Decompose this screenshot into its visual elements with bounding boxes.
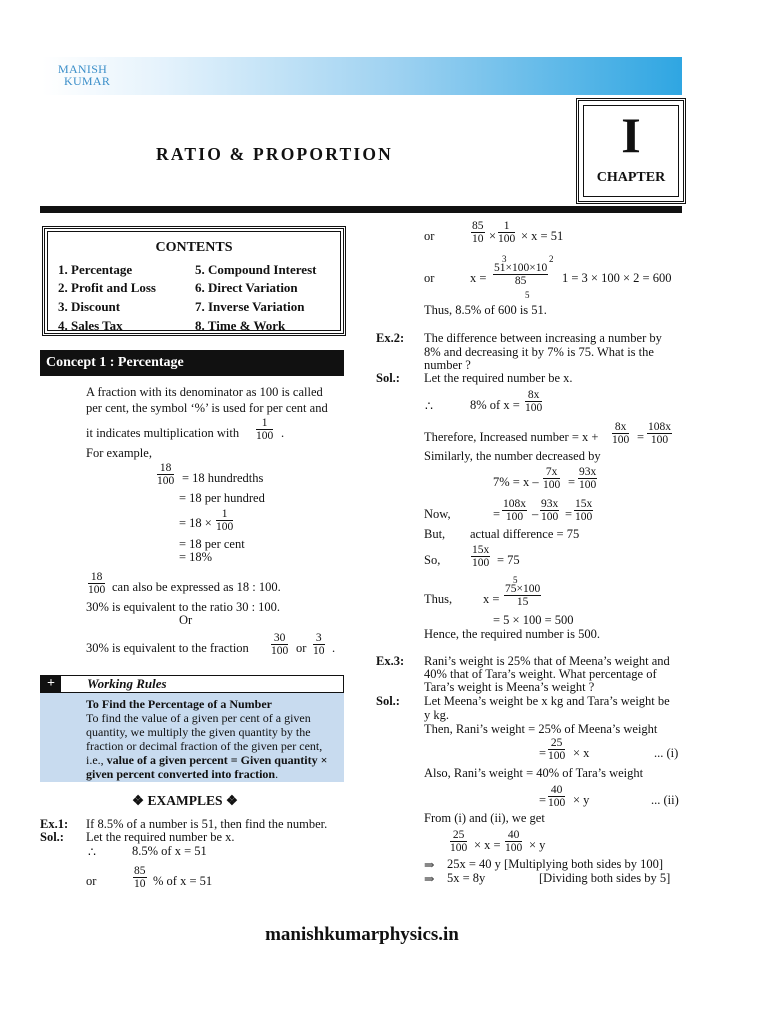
fraction: $\frac{51\times 100\times 10}{85}$ xyxy=(494,262,548,287)
concept-text: can also be expressed as 18 : 100. xyxy=(112,580,281,594)
working-rules-title: Working Rules xyxy=(87,676,167,691)
implies-icon: ⇒ xyxy=(424,858,435,872)
solution-text: = 5 × 100 = 500 xyxy=(493,613,574,627)
fraction: $\frac{30}{100}$ xyxy=(271,632,289,657)
solution-text: So, xyxy=(424,553,441,567)
fraction: $\frac{85}{10}$ xyxy=(472,220,484,245)
solution-text: x = xyxy=(483,592,500,606)
solution-text: or xyxy=(424,229,435,243)
solution-text: % of x = 51 xyxy=(153,874,213,888)
solution-text: 5x = 8y xyxy=(447,871,486,885)
solution-text: or xyxy=(86,874,97,888)
concept-text: For example, xyxy=(86,446,152,460)
concept-text: = 18 per hundred xyxy=(179,491,265,505)
solution-text: 8% of x = xyxy=(470,398,520,412)
example-text: Tara’s weight is Meena’s weight ? xyxy=(424,680,595,694)
concept-text: Or xyxy=(179,613,193,627)
fraction: $\frac{18}{100}$ xyxy=(157,462,175,487)
solution-label: Sol.: xyxy=(40,830,64,844)
rule-text: fraction or decimal fraction of the given per cent, xyxy=(86,739,323,753)
contents-item[interactable]: 6. Direct Variation xyxy=(195,280,298,295)
solution-text: × x xyxy=(573,746,590,760)
solution-text: Similarly, the number decreased by xyxy=(424,449,601,463)
solution-text: = 75 xyxy=(497,553,520,567)
fraction: $\frac{7x}{100}$ xyxy=(543,466,561,491)
fraction: $\frac{15x}{100}$ xyxy=(472,544,490,569)
operator: = xyxy=(539,793,547,807)
contents-item[interactable]: 2. Profit and Loss xyxy=(58,280,156,295)
chapter-badge xyxy=(576,98,686,204)
solution-text: or xyxy=(424,271,435,285)
fraction: $\frac{40}{100}$ xyxy=(505,829,523,854)
contents-heading: CONTENTS xyxy=(155,240,233,255)
header-rule xyxy=(40,206,682,213)
operator: = xyxy=(539,746,547,760)
working-rules-box xyxy=(40,693,344,782)
rule-text: quantity, we multiply the given quantity by the xyxy=(86,725,311,739)
solution-text: Let Meena’s weight be x kg and Tara’s weight be xyxy=(424,694,670,708)
concept-text: = 18 per cent xyxy=(179,537,245,551)
fraction: $\frac{1}{100}$ xyxy=(498,220,516,245)
concept-text: 30% is equivalent to the fraction xyxy=(86,641,249,655)
chapter-label: CHAPTER xyxy=(596,170,666,185)
solution-text: Also, Rani’s weight = 40% of Tara’s weight xyxy=(424,766,644,780)
fraction: $\frac{108x}{100}$ xyxy=(648,421,671,446)
cancel-mark: 3 xyxy=(502,254,507,264)
equation-tag: ... (ii) xyxy=(651,793,679,807)
solution-text: 7% = x – xyxy=(493,475,539,489)
therefore-symbol: ∴ xyxy=(88,845,96,859)
working-rules-bar xyxy=(40,675,344,693)
example-text: 40% that of Tara’s weight. What percentage of xyxy=(424,667,657,681)
fraction: $\frac{108x}{100}$ xyxy=(503,498,526,523)
fraction: $\frac{1}{100}$ xyxy=(216,508,234,533)
contents-item[interactable]: 4. Sales Tax xyxy=(58,318,123,333)
solution-text: But, xyxy=(424,527,446,541)
fraction: $\frac{85}{10}$ xyxy=(134,865,146,890)
fraction: $\frac{40}{100}$ xyxy=(548,784,566,809)
example-text: The difference between increasing a number by xyxy=(424,331,662,345)
concept-text: 30% is equivalent to the ratio 30 : 100. xyxy=(86,600,281,614)
brand-logo: MANISH KUMAR xyxy=(58,62,111,88)
solution-text: × x = xyxy=(474,838,501,852)
contents-item[interactable]: 8. Time & Work xyxy=(195,318,286,333)
therefore-symbol: ∴ xyxy=(425,399,433,413)
rule-text: given percent converted into fraction. xyxy=(86,767,279,781)
fraction: $\frac{3}{10}$ xyxy=(313,632,325,657)
fraction: $\frac{8x}{100}$ xyxy=(612,421,630,446)
solution-text: Therefore, Increased number = x + xyxy=(424,430,599,444)
solution-text: Thus, 8.5% of 600 is 51. xyxy=(424,303,547,317)
contents-item[interactable]: 1. Percentage xyxy=(58,262,133,277)
example-text: 8% and decreasing it by 7% is 75. What is the xyxy=(424,345,654,359)
header-banner xyxy=(42,57,682,95)
operator: = xyxy=(568,475,576,489)
fraction: $\frac{18}{100}$ xyxy=(88,571,106,596)
contents-item[interactable]: 5. Compound Interest xyxy=(195,262,317,277)
contents-item[interactable]: 7. Inverse Variation xyxy=(195,299,305,314)
concept-text: = 18 hundredths xyxy=(182,471,264,485)
fraction: $\frac{15x}{100}$ xyxy=(575,498,593,523)
concept-text: it indicates multiplication with xyxy=(86,426,240,440)
implies-icon: ⇒ xyxy=(424,872,435,886)
rule-heading: To Find the Percentage of a Number xyxy=(86,697,272,711)
example-text: If 8.5% of a number is 51, then find the number. xyxy=(86,817,328,831)
rule-text: i.e., value of a given percent = Given quantity × xyxy=(86,753,328,767)
solution-text: Hence, the required number is 500. xyxy=(424,627,600,641)
operator: × xyxy=(489,229,497,243)
concept-text: = 18% xyxy=(179,550,213,564)
solution-text: 1 = 3 × 100 × 2 = 600 xyxy=(562,271,672,285)
concept-text: = 18 × xyxy=(179,516,212,530)
solution-text: × y xyxy=(529,838,546,852)
fraction: $\frac{25}{100}$ xyxy=(450,829,468,854)
operator: = xyxy=(637,430,645,444)
example-label: Ex.2: xyxy=(376,331,405,345)
punctuation: . xyxy=(332,641,336,655)
concept-underline xyxy=(40,375,344,376)
fraction: $\frac{1}{100}$ xyxy=(256,417,274,442)
solution-text: Then, Rani’s weight = 25% of Meena’s weight xyxy=(424,722,658,736)
solution-text: 25x = 40 y [Multiplying both sides by 100] xyxy=(447,857,664,871)
example-label: Ex.1: xyxy=(40,817,69,831)
contents-box xyxy=(42,226,346,336)
solution-text: Let the required number be x. xyxy=(424,371,573,385)
fraction: $\frac{25}{100}$ xyxy=(548,737,566,762)
solution-text: y kg. xyxy=(424,708,449,722)
footer-website[interactable]: manishkumarphysics.in xyxy=(265,924,459,945)
solution-text: From (i) and (ii), we get xyxy=(424,811,545,825)
concept-text: A fraction with its denominator as 100 is called xyxy=(86,385,323,399)
equation-tag: ... (i) xyxy=(654,746,679,760)
concept-text: or xyxy=(296,641,307,655)
example-text: Rani’s weight is 25% that of Meena’s weight and xyxy=(424,654,670,668)
fraction: $\frac{75\times 100}{15}$ xyxy=(505,583,541,608)
solution-text: actual difference = 75 xyxy=(470,527,580,541)
solution-text: x = xyxy=(470,271,487,285)
solution-text: Now, xyxy=(424,507,451,521)
solution-text: [Dividing both sides by 5] xyxy=(539,871,671,885)
rule-text: To find the value of a given per cent of a given xyxy=(86,711,311,725)
contents-item[interactable]: 3. Discount xyxy=(58,299,121,314)
solution-text: × x = 51 xyxy=(521,229,564,243)
cancel-mark: 5 xyxy=(525,290,530,300)
solution-text: Thus, xyxy=(424,592,453,606)
cancel-mark: 5 xyxy=(513,575,518,585)
fraction: $\frac{93x}{100}$ xyxy=(541,498,559,523)
plus-icon: + xyxy=(41,676,61,692)
solution-label: Sol.: xyxy=(376,694,400,708)
chapter-number: I xyxy=(621,107,641,163)
solution-text: 8.5% of x = 51 xyxy=(132,844,207,858)
chapter-title: RATIO & PROPORTION xyxy=(156,144,393,164)
cancel-mark: 2 xyxy=(549,254,554,264)
punctuation: . xyxy=(281,426,285,440)
examples-heading: ❖ EXAMPLES ❖ xyxy=(132,793,238,808)
solution-label: Sol.: xyxy=(376,371,400,385)
fraction: $\frac{8x}{100}$ xyxy=(525,389,543,414)
solution-text: × y xyxy=(573,793,590,807)
operator: = xyxy=(565,507,573,521)
solution-text: Let the required number be x. xyxy=(86,830,235,844)
fraction: $\frac{93x}{100}$ xyxy=(579,466,597,491)
operator: – xyxy=(532,507,539,521)
concept-heading: Concept 1 : Percentage xyxy=(40,350,344,375)
example-text: number ? xyxy=(424,358,471,372)
operator: = xyxy=(493,507,501,521)
concept-text: per cent, the symbol ‘%’ is used for per cent and xyxy=(86,401,328,415)
example-label: Ex.3: xyxy=(376,654,405,668)
